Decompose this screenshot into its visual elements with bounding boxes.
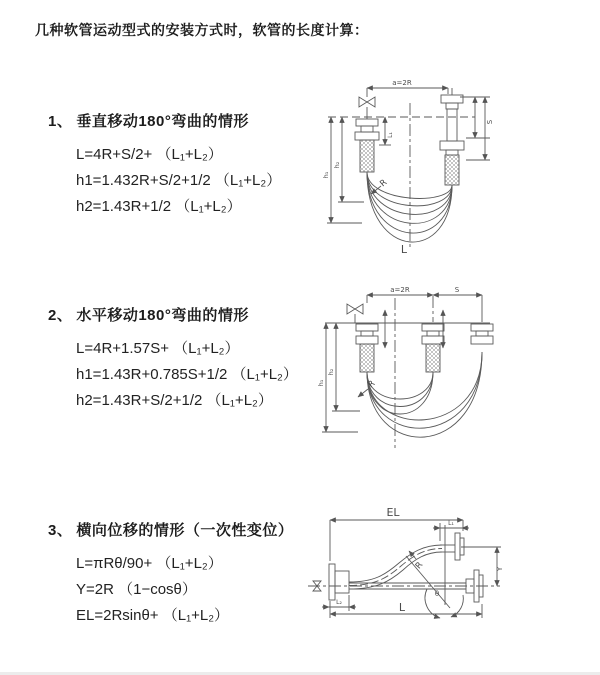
label-h2: h₂	[333, 161, 341, 169]
section-1-heading	[48, 110, 281, 131]
dim-span-a2r	[367, 295, 433, 303]
dim-fitting-l1	[379, 117, 391, 145]
label-span: a=2R	[392, 79, 412, 87]
section-2-formulas	[48, 336, 298, 414]
label-travel-s: S	[454, 286, 460, 294]
section-3-number: 3、	[48, 522, 73, 539]
section-2-number: 2、	[48, 307, 73, 324]
section-3-heading	[48, 519, 293, 540]
formula-EL: EL=2Rsinθ+ （L₁+L₂）	[76, 607, 230, 624]
section-2-title: 水平移动180°弯曲的情形	[76, 307, 249, 324]
dim-travel-s	[433, 295, 482, 322]
dim-travel-s	[460, 97, 490, 160]
diagram-horizontal-180-bend	[300, 280, 600, 460]
dim-length	[330, 601, 482, 618]
dim-y	[461, 547, 501, 586]
label-l2: L₂	[336, 599, 342, 606]
label-length: L	[398, 601, 406, 614]
label-h1: h₁	[317, 379, 325, 387]
label-h1: h₁	[322, 171, 330, 179]
formula-h2: h2=1.43R+1/2 （L₁+L₂）	[76, 198, 242, 215]
formula-h1: h1=1.432R+S/2+1/2 （L₁+L₂）	[76, 172, 282, 189]
label-fitting-l1: L₁	[387, 132, 394, 138]
dim-el	[330, 520, 463, 561]
label-radius: R	[378, 177, 390, 190]
section-horizontal-180	[48, 304, 298, 414]
label-el: EL	[386, 506, 400, 519]
hose-curves	[367, 352, 482, 437]
label-l1: L₁	[448, 520, 454, 527]
page-title: 几种软管运动型式的安装方式时，软管的长度计算：	[35, 22, 369, 38]
right-hose-fitting	[440, 88, 464, 185]
section-lateral-displacement	[48, 519, 293, 629]
section-3-formulas	[48, 551, 293, 629]
formula-L: L=4R+1.57S+ （L₁+L₂）	[76, 340, 240, 357]
right-hose-fitting	[471, 324, 493, 344]
upper-right-flange	[440, 533, 464, 560]
dim-span-a2r	[367, 88, 448, 97]
label-y: Y	[496, 566, 504, 572]
diagram-vertical-180-bend	[300, 75, 590, 255]
left-hose-fitting	[355, 119, 379, 172]
left-hose-fitting	[356, 324, 378, 372]
label-radius: R	[366, 378, 378, 391]
formula-Y: Y=2R （1−cosθ）	[76, 581, 197, 598]
label-theta: θ	[434, 590, 440, 598]
formula-h2: h2=1.43R+S/2+1/2 （L₁+L₂）	[76, 392, 273, 409]
formula-L: L=4R+S/2+ （L₁+L₂）	[76, 146, 223, 163]
section-3-title: 横向位移的情形（一次性变位）	[76, 522, 294, 539]
section-1-title: 垂直移动180°弯曲的情形	[76, 113, 249, 130]
section-2-heading	[48, 304, 298, 325]
section-1-number: 1、	[48, 113, 73, 130]
label-travel-s: S	[486, 119, 494, 125]
label-length: L	[400, 243, 408, 255]
middle-hose-fitting	[422, 324, 444, 372]
formula-h1: h1=1.43R+0.785S+1/2 （L₁+L₂）	[76, 366, 298, 383]
label-span: a=2R	[390, 286, 410, 294]
label-h2: h₂	[327, 368, 335, 376]
dim-h1	[327, 117, 362, 223]
radius-leader	[358, 389, 368, 397]
dim-h1	[322, 323, 358, 432]
valve-icon	[359, 97, 375, 119]
section-1-formulas	[48, 142, 281, 220]
formula-L: L=πRθ/90+ （L₁+L₂）	[76, 555, 223, 572]
section-vertical-180	[48, 110, 281, 220]
valve-icon	[347, 304, 363, 323]
label-radius: R	[413, 560, 426, 572]
diagram-lateral-displacement	[290, 495, 600, 645]
left-flange	[329, 564, 349, 600]
